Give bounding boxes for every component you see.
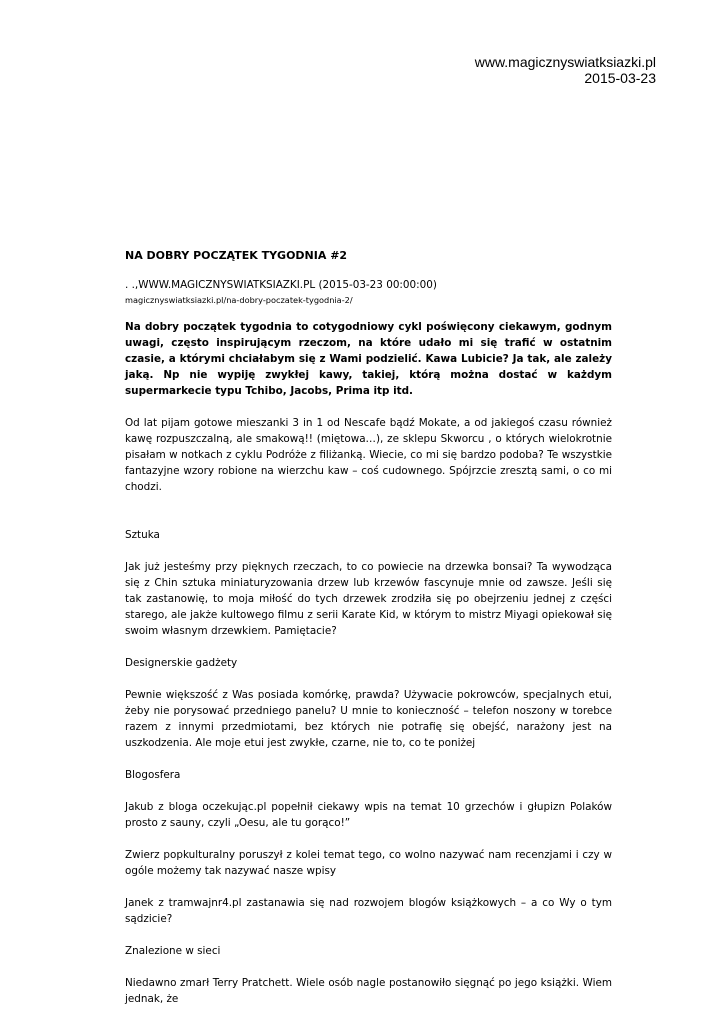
- section-heading-gadgets: Designerskie gadżety: [125, 657, 238, 669]
- article-source-line: . .,WWW.MAGICZNYSWIATKSIAZKI.PL (2015-03-23 00:00:00): [125, 279, 437, 291]
- header-site: www.magicznyswiatksiazki.pl: [474, 54, 656, 70]
- paragraph-found: Niedawno zmarł Terry Pratchett. Wiele osób nagle postanowiło sięgnąć po jego książki. Wiem jednak, że: [125, 977, 612, 1005]
- article-title: NA DOBRY POCZĄTEK TYGODNIA #2: [125, 249, 348, 262]
- section-heading-blogs: Blogosfera: [125, 769, 181, 781]
- article-source-url: magicznyswiatksiazki.pl/na-dobry-poczatek-tygodnia-2/: [125, 295, 353, 305]
- paragraph-art: Jak już jesteśmy przy pięknych rzeczach, to co powiecie na drzewka bonsai? Ta wywodząca się z Chin sztuka miniaturyzowania drzew lub krzewów fascynuje mnie od zawsze. Jeśli się tak zastanowię, to moja miłość do tych drzewek zrodziła się po obejrzeniu jednej z części starego, ale jakże kultowego filmu z serii Karate Kid, w którym to mistrz Miyagi opiekował się swoim własnym drzewkiem. Pamiętacie?: [125, 561, 612, 637]
- spacer: [125, 511, 612, 527]
- paragraph-blogs-3: Janek z tramwajnr4.pl zastanawia się nad rozwojem blogów książkowych – a co Wy o tym sądzicie?: [125, 897, 612, 925]
- section-heading-found: Znalezione w sieci: [125, 945, 221, 957]
- section-heading-art: Sztuka: [125, 529, 160, 541]
- paragraph-coffee: Od lat pijam gotowe mieszanki 3 in 1 od Nescafe bądź Mokate, a od jakiegoś czasu również kawę rozpuszczalną, ale smakową!! (miętowa…), ze sklepu Skworcu , o których wielokrotnie pisałam w notkach z cyklu Podróże z filiżanką. Wiecie, co mi się bardzo podoba? Te wszystkie fantazyjne wzory robione na wierzchu kaw – coś cudownego. Spójrzcie zresztą sami, o co mi chodzi.: [125, 417, 612, 493]
- page-header: [475, 54, 656, 86]
- article: [125, 248, 612, 1023]
- paragraph-blogs-1: Jakub z bloga oczekując.pl popełnił ciekawy wpis na temat 10 grzechów i głupizn Polaków prosto z sauny, czyli „Oesu, ale tu gorąco!”: [125, 801, 612, 829]
- paragraph-blogs-2: Zwierz popkulturalny poruszył z kolei temat tego, co wolno nazywać nam recenzjami i czy w ogóle możemy tak nazywać nasze wpisy: [125, 849, 612, 877]
- header-date: 2015-03-23: [584, 70, 656, 86]
- article-lead: Na dobry początek tygodnia to cotygodniowy cykl poświęcony ciekawym, godnym uwagi, często inspirującym rzeczom, na które udało mi się trafić w ostatnim czasie, a którymi chciałabym się z Wami podzielić. Kawa Lubicie? Ja tak, ale zależy jaką. Np nie wypiję zwykłej kawy, takiej, którą można dostać w każdym supermarkecie typu Tchibo, Jacobs, Prima itp itd.: [125, 321, 612, 397]
- paragraph-gadgets: Pewnie większość z Was posiada komórkę, prawda? Używacie pokrowców, specjalnych etui, żeby nie porysować przedniego panelu? U mnie to konieczność – telefon noszony w torebce razem z innymi przedmiotami, bez których nie potrafię się obejść, narażony jest na uszkodzenia. Ale moje etui jest zwykłe, czarne, nie to, co te poniżej: [125, 689, 612, 749]
